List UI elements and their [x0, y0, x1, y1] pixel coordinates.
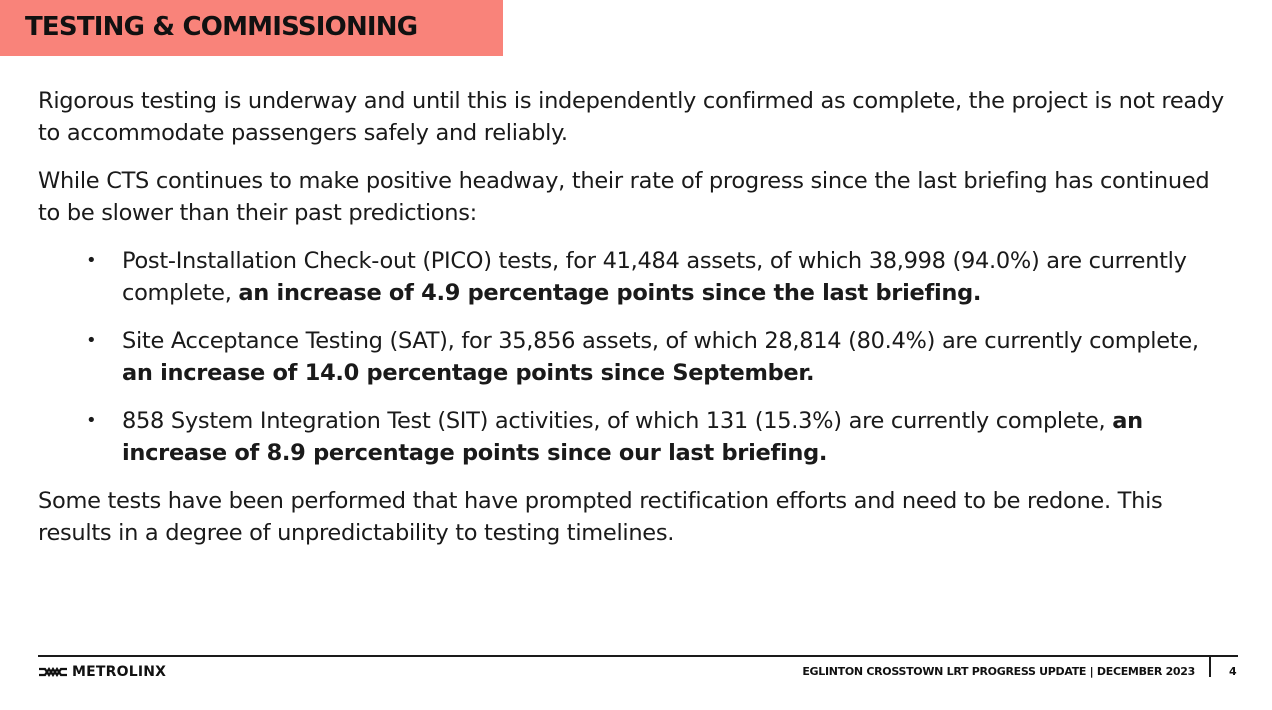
bullet-dot-icon: •: [86, 330, 97, 351]
bullet-item-sat: [0, 325, 1222, 389]
footer-divider-line: [38, 655, 1238, 657]
bullet-emphasis: an increase of 14.0 percentage points since September.: [122, 360, 815, 386]
bullet-text: 858 System Integration Test (SIT) activities, of which 131 (15.3%) are currently complete,: [122, 408, 1113, 434]
bullet-emphasis: an increase of 8.9 percentage points since our last briefing.: [122, 408, 1143, 466]
metrolinx-logo-icon: [38, 665, 68, 679]
bullet-item-sit: [0, 405, 1222, 469]
progress-bullet-list: [0, 245, 1272, 485]
closing-paragraph: Some tests have been performed that have prompted rectification efforts and need to be redone. This results in a degree of unpredictability to testing timelines.: [38, 488, 1163, 546]
intro-paragraph: Rigorous testing is underway and until this is independently confirmed as complete, the project is not ready to accommodate passengers safely and reliably.: [38, 88, 1224, 146]
lead-paragraph: While CTS continues to make positive headway, their rate of progress since the last briefing has continued to be slower than their past predictions:: [38, 168, 1210, 226]
bullet-text: Site Acceptance Testing (SAT), for 35,856 assets, of which 28,814 (80.4%) are currently complete,: [122, 328, 1199, 354]
footer-vertical-divider: [1209, 657, 1211, 677]
logo-wordmark: METROLINX: [72, 664, 167, 680]
page-title: TESTING & COMMISSIONING: [25, 12, 418, 42]
bullet-dot-icon: •: [86, 250, 97, 271]
bullet-dot-icon: •: [86, 410, 97, 431]
page-number: 4: [1229, 665, 1237, 678]
bullet-text: Post-Installation Check-out (PICO) tests, for 41,484 assets, of which 38,998 (94.0%) are currently complete,: [122, 248, 1187, 306]
footer-caption: EGLINTON CROSSTOWN LRT PROGRESS UPDATE | DECEMBER 2023: [802, 665, 1195, 678]
bullet-emphasis: an increase of 4.9 percentage points since the last briefing.: [238, 280, 982, 306]
bullet-item-pico: [0, 245, 1222, 309]
metrolinx-logo: [38, 663, 166, 681]
